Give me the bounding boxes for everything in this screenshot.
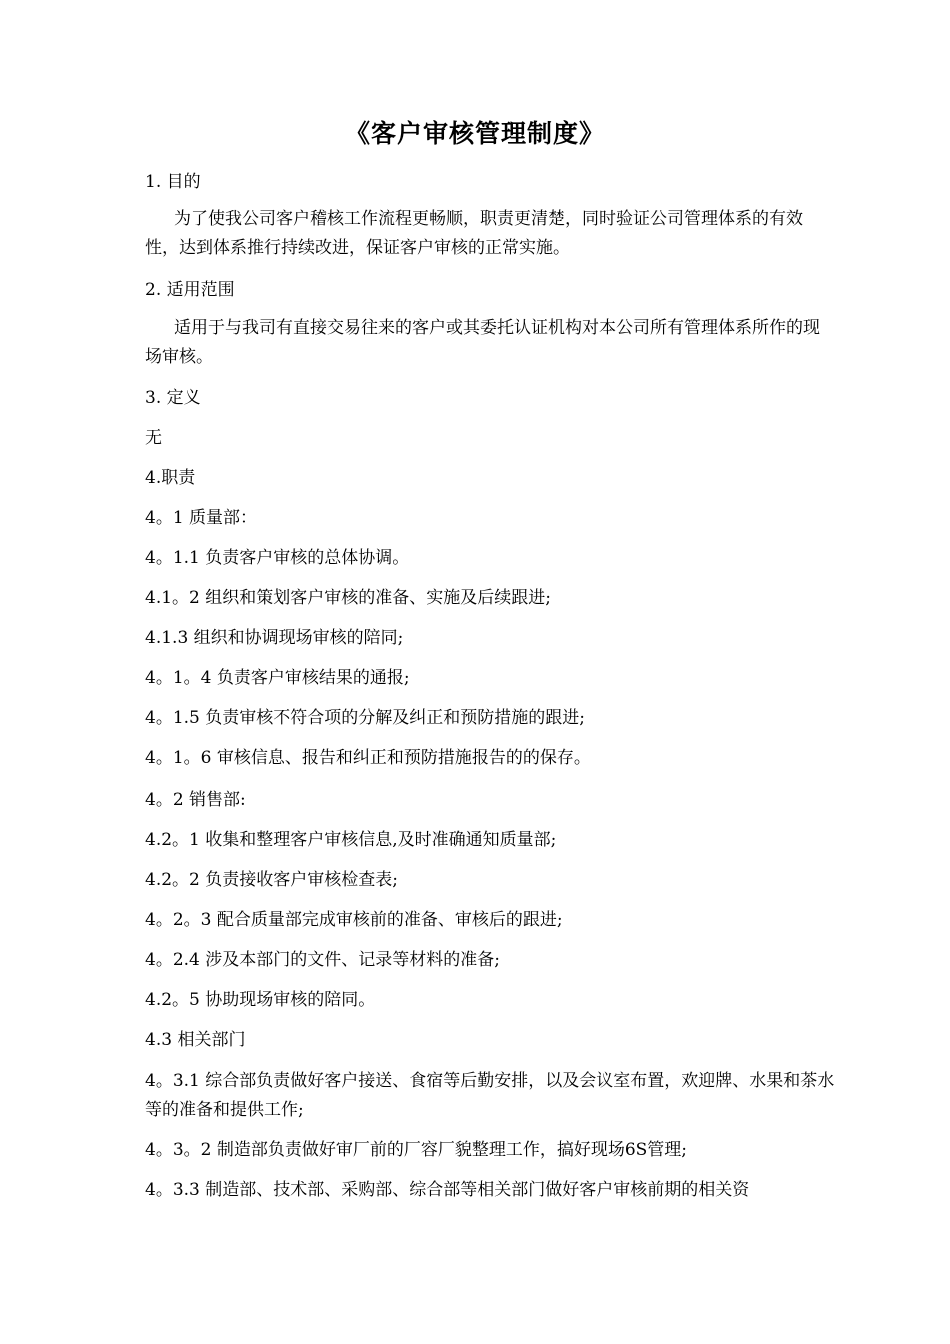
list-item: 4。1.1 负责客户审核的总体协调。 <box>145 548 410 568</box>
list-item: 4。2.4 涉及本部门的文件、记录等材料的准备; <box>145 950 500 970</box>
list-item: 4.1。2 组织和策划客户审核的准备、实施及后续跟进; <box>145 588 551 608</box>
list-item: 4。1。4 负责客户审核结果的通报; <box>145 668 410 688</box>
section-body-definition: 无 <box>145 428 162 448</box>
section-body-scope: 适用于与我司有直接交易往来的客户或其委托认证机构对本公司所有管理体系所作的现场审核。 <box>145 318 820 367</box>
list-item: 4.2。5 协助现场审核的陪同。 <box>145 990 376 1010</box>
list-item: 4。3.3 制造部、技术部、采购部、综合部等相关部门做好客户审核前期的相关资 <box>145 1180 750 1200</box>
list-item: 4.1.3 组织和协调现场审核的陪同; <box>145 628 404 648</box>
section-heading-definition: 3. 定义 <box>145 388 201 408</box>
list-item: 4.2。2 负责接收客户审核检查表; <box>145 870 398 890</box>
list-item: 4。2 销售部: <box>145 790 246 810</box>
list-item: 4.3 相关部门 <box>145 1030 246 1050</box>
section-heading-scope: 2. 适用范围 <box>145 280 235 300</box>
list-item: 4。3.1 综合部负责做好客户接送、食宿等后勤安排，以及会议室布置，欢迎牌、水果和茶水等的准备和提供工作; <box>145 1071 835 1120</box>
document-title: 《客户审核管理制度》 <box>344 119 605 148</box>
list-item: 4。2。3 配合质量部完成审核前的准备、审核后的跟进; <box>145 910 563 930</box>
list-item: 4。3。2 制造部负责做好审厂前的厂容厂貌整理工作，搞好现场6S管理; <box>145 1140 688 1160</box>
list-item: 4.2。1 收集和整理客户审核信息,及时准确通知质量部; <box>145 830 557 850</box>
section-heading-purpose: 1. 目的 <box>145 172 201 192</box>
section-heading-responsibilities: 4.职责 <box>145 468 196 488</box>
list-item: 4。1。6 审核信息、报告和纠正和预防措施报告的的保存。 <box>145 748 591 768</box>
section-body-purpose: 为了使我公司客户稽核工作流程更畅顺，职责更清楚，同时验证公司管理体系的有效性，达到体系推行持续改进，保证客户审核的正常实施。 <box>145 209 803 258</box>
list-item: 4。1.5 负责审核不符合项的分解及纠正和预防措施的跟进; <box>145 708 585 728</box>
list-item: 4。1 质量部： <box>145 508 258 528</box>
